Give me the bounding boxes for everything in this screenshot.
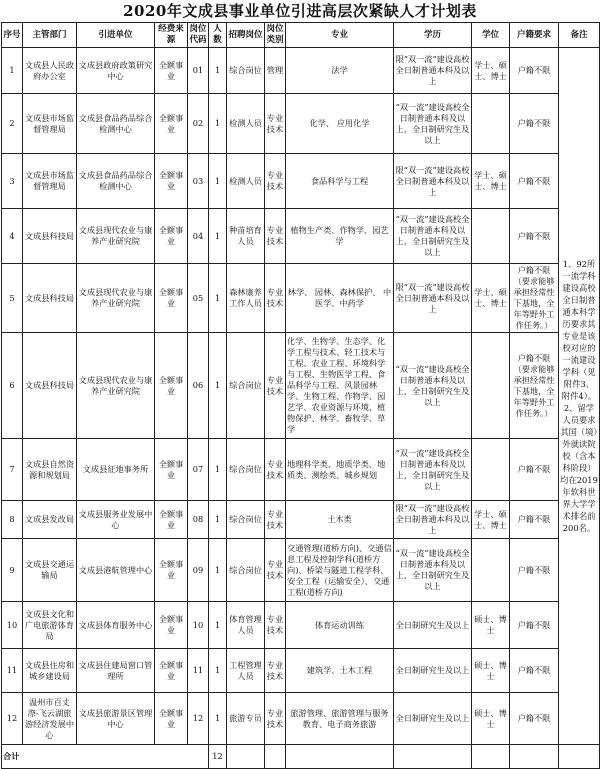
- type-cell: 专业技术: [265, 539, 286, 602]
- major-cell: 交通管理(道桥方向)、交通信息工程及控制学科(道桥方向)、桥梁与隧道工程学科、安全工程（运输安全）、交通工程(道桥方向): [286, 539, 394, 602]
- fund-cell: 全额事业: [155, 539, 188, 602]
- count-cell: 1: [209, 539, 227, 602]
- type-cell: 专业技术: [265, 602, 286, 649]
- page-title: 2020年文成县事业单位引进高层次紧缺人才计划表: [123, 2, 477, 20]
- count-cell: 1: [209, 649, 227, 693]
- post-cell: 检测人员: [227, 154, 265, 209]
- post-cell: 综合岗位: [227, 539, 265, 602]
- table-row: [2, 48, 600, 94]
- hukou-cell: 户籍不限: [510, 94, 559, 154]
- degree-cell: 学士、硕士、博士: [472, 154, 510, 209]
- total-label: 合计: [2, 745, 209, 769]
- unit-cell: 文成县住建局窗口管理所: [77, 649, 155, 693]
- fund-cell: 全额事业: [155, 333, 188, 439]
- header-cell: 学历: [394, 23, 472, 48]
- department-cell: 文成县市场监督管理局: [23, 154, 77, 209]
- education-cell: “双一流”建设高校全日制普通本科及以上，全日制研究生及以上: [394, 333, 472, 439]
- row-number: 11: [2, 649, 23, 693]
- fund-cell: 全额事业: [155, 693, 188, 745]
- table-row: [2, 333, 600, 439]
- code-cell: 04: [188, 209, 209, 264]
- fund-cell: 全额事业: [155, 264, 188, 333]
- degree-cell: [472, 439, 510, 501]
- major-cell: 旅游管理、旅游管理与服务教育、电子商务旅游: [286, 693, 394, 745]
- degree-cell: [472, 333, 510, 439]
- post-cell: 综合岗位: [227, 333, 265, 439]
- education-cell: 限“双一流”建设高校全日制普通本科及以上: [394, 154, 472, 209]
- education-cell: 限“双一流”建设高校全日制普通本科及以上: [394, 264, 472, 333]
- degree-cell: 学士、硕士、博士: [472, 48, 510, 94]
- degree-cell: 学士、硕士、博士: [472, 501, 510, 539]
- education-cell: 全日制研究生及以上: [394, 649, 472, 693]
- count-cell: 1: [209, 333, 227, 439]
- empty-cell: [559, 745, 600, 769]
- fund-cell: 全额事业: [155, 209, 188, 264]
- degree-cell: [472, 94, 510, 154]
- count-cell: 1: [209, 602, 227, 649]
- degree-cell: 硕士、博士: [472, 693, 510, 745]
- major-cell: 体育运动训练: [286, 602, 394, 649]
- empty-cell: [286, 745, 394, 769]
- post-cell: 综合岗位: [227, 501, 265, 539]
- fund-cell: 全额事业: [155, 439, 188, 501]
- recruitment-table: [1, 22, 600, 769]
- row-number: 6: [2, 333, 23, 439]
- unit-cell: 文成县旅游景区管理中心: [77, 693, 155, 745]
- code-cell: 02: [188, 94, 209, 154]
- major-cell: 化学、 应用化学: [286, 94, 394, 154]
- code-cell: 03: [188, 154, 209, 209]
- count-cell: 1: [209, 693, 227, 745]
- department-cell: 文成县住房和城乡建设局: [23, 649, 77, 693]
- row-number: 8: [2, 501, 23, 539]
- hukou-cell: 户籍不限: [510, 649, 559, 693]
- post-cell: 旅游专员: [227, 693, 265, 745]
- department-cell: 文成县自然资源和规划局: [23, 439, 77, 501]
- education-cell: 限“双一流”建设高校全日制普通本科及以上: [394, 501, 472, 539]
- code-cell: 07: [188, 439, 209, 501]
- post-cell: 种苗培育人员: [227, 209, 265, 264]
- table-row: [2, 264, 600, 333]
- empty-cell: [472, 745, 510, 769]
- header-cell: 岗位代码: [188, 23, 209, 48]
- type-cell: 专业技术: [265, 264, 286, 333]
- degree-cell: [472, 539, 510, 602]
- count-cell: 1: [209, 48, 227, 94]
- remarks-cell: 1、92所一流学科建设高校全日制普通本科学历要求其专业是该校对应的一流建设学科（见附件3、附件4）。2、留学人员要求其国（境）外就读院校（含本科阶段）均在2019年软科世界大学学术排名前200名。: [559, 48, 600, 745]
- header-cell: 引进单位: [77, 23, 155, 48]
- row-number: 4: [2, 209, 23, 264]
- department-cell: 文成县人民政府办公室: [23, 48, 77, 94]
- count-cell: 1: [209, 209, 227, 264]
- table-row: [2, 209, 600, 264]
- unit-cell: 文成县现代农业与康养产业研究院: [77, 333, 155, 439]
- table-row: [2, 154, 600, 209]
- type-cell: 专业技术: [265, 501, 286, 539]
- degree-cell: 硕士、博士: [472, 649, 510, 693]
- degree-cell: [472, 209, 510, 264]
- row-number: 9: [2, 539, 23, 602]
- post-cell: 工程管理人员: [227, 649, 265, 693]
- unit-cell: 文成县食品药品综合检测中心: [77, 94, 155, 154]
- table-row: [2, 649, 600, 693]
- count-cell: 1: [209, 439, 227, 501]
- major-cell: 法学: [286, 48, 394, 94]
- post-cell: 检测人员: [227, 94, 265, 154]
- department-cell: 温州市百丈漈-飞云湖旅游经济发展中心: [23, 693, 77, 745]
- department-cell: 文成县交通运输局: [23, 539, 77, 602]
- count-cell: 1: [209, 501, 227, 539]
- table-row: [2, 539, 600, 602]
- unit-cell: 文成县港航管理中心: [77, 539, 155, 602]
- type-cell: 专业技术: [265, 439, 286, 501]
- post-cell: 综合岗位: [227, 48, 265, 94]
- total-count: 12: [209, 745, 227, 769]
- type-cell: 专业技术: [265, 209, 286, 264]
- count-cell: 1: [209, 264, 227, 333]
- unit-cell: 文成县服务业发展中心: [77, 501, 155, 539]
- row-number: 1: [2, 48, 23, 94]
- code-cell: 01: [188, 48, 209, 94]
- hukou-cell: 户籍不限（要求能够承担经常性下基地，全年等野外工作任务。）: [510, 264, 559, 333]
- header-cell: 经费来源: [155, 23, 188, 48]
- table-row: [2, 693, 600, 745]
- major-cell: 化学、生物学、生态学、化学工程与技术、轻工技术与工程、农业工程、环境科学与工程、生物医学工程、食品科学与工程、风景园林学、生物工程、作物学、园艺学、农业资源与环境、植物保护、林学、畜牧学、草学: [286, 333, 394, 439]
- hukou-cell: 户籍不限: [510, 602, 559, 649]
- code-cell: 09: [188, 539, 209, 602]
- unit-cell: 文成县现代农业与康养产业研究院: [77, 209, 155, 264]
- header-cell: 主管部门: [23, 23, 77, 48]
- row-number: 5: [2, 264, 23, 333]
- header-cell: 专业: [286, 23, 394, 48]
- code-cell: 10: [188, 602, 209, 649]
- hukou-cell: 户籍不限: [510, 154, 559, 209]
- header-row: [2, 23, 600, 48]
- major-cell: 地理科学类、地质学类、地质类、测绘类、城乡规划: [286, 439, 394, 501]
- type-cell: 管理: [265, 48, 286, 94]
- department-cell: 文成县科技局: [23, 333, 77, 439]
- education-cell: “双一流”建设高校全日制普通本科及以上，全日制研究生及以上: [394, 209, 472, 264]
- header-cell: 学位: [472, 23, 510, 48]
- header-cell: 备注: [559, 23, 600, 48]
- row-number: 10: [2, 602, 23, 649]
- fund-cell: 全额事业: [155, 501, 188, 539]
- type-cell: 专业技术: [265, 649, 286, 693]
- hukou-cell: 户籍不限: [510, 539, 559, 602]
- major-cell: 食品科学与工程: [286, 154, 394, 209]
- table-row: [2, 602, 600, 649]
- department-cell: 文成县文化和广电旅游体育局: [23, 602, 77, 649]
- education-cell: 限“双一流”建设高校全日制普通本科及以上: [394, 48, 472, 94]
- post-cell: 体育管理人员: [227, 602, 265, 649]
- header-cell: 序号: [2, 23, 23, 48]
- empty-cell: [227, 745, 265, 769]
- fund-cell: 全额事业: [155, 48, 188, 94]
- type-cell: 专业技术: [265, 693, 286, 745]
- empty-cell: [394, 745, 472, 769]
- table-row: [2, 501, 600, 539]
- fund-cell: 全额事业: [155, 649, 188, 693]
- header-cell: 户籍要求: [510, 23, 559, 48]
- post-cell: 综合岗位: [227, 439, 265, 501]
- education-cell: “双一流”建设高校全日制普通本科及以上，全日制研究生及以上: [394, 94, 472, 154]
- degree-cell: 硕士、博士: [472, 602, 510, 649]
- row-number: 12: [2, 693, 23, 745]
- type-cell: 专业技术: [265, 154, 286, 209]
- major-cell: 植物生产类、作物学、园艺学: [286, 209, 394, 264]
- department-cell: 文成县市场监督管理局: [23, 94, 77, 154]
- hukou-cell: 户籍不限: [510, 439, 559, 501]
- hukou-cell: 户籍不限（要求能够承担经常性下基地，全年等野外工作任务。）: [510, 333, 559, 439]
- major-cell: 林学、 园林、森林保护、 中医学、中药学: [286, 264, 394, 333]
- major-cell: 建筑学、土木工程: [286, 649, 394, 693]
- empty-cell: [265, 745, 286, 769]
- degree-cell: 学士、硕士、博士: [472, 264, 510, 333]
- education-cell: “双一流”建设高校全日制普通本科及以上，全日制研究生及以上: [394, 439, 472, 501]
- unit-cell: 文成县征地事务所: [77, 439, 155, 501]
- hukou-cell: 户籍不限: [510, 209, 559, 264]
- post-cell: 森林康养工作人员: [227, 264, 265, 333]
- fund-cell: 全额事业: [155, 94, 188, 154]
- type-cell: 专业技术: [265, 94, 286, 154]
- code-cell: 08: [188, 501, 209, 539]
- hukou-cell: 户籍不限: [510, 693, 559, 745]
- count-cell: 1: [209, 154, 227, 209]
- unit-cell: 文成县现代农业与康养产业研究院: [77, 264, 155, 333]
- code-cell: 06: [188, 333, 209, 439]
- type-cell: 专业技术: [265, 333, 286, 439]
- row-number: 7: [2, 439, 23, 501]
- department-cell: 文成县科技局: [23, 264, 77, 333]
- table-row: [2, 94, 600, 154]
- fund-cell: 全额事业: [155, 154, 188, 209]
- code-cell: 05: [188, 264, 209, 333]
- unit-cell: 文成县政府政策研究中心: [77, 48, 155, 94]
- row-number: 3: [2, 154, 23, 209]
- unit-cell: 文成县体育服务中心: [77, 602, 155, 649]
- education-cell: 全日制研究生及以上: [394, 602, 472, 649]
- education-cell: “双一流”建设高校全日制普通本科及以上，全日制研究生及以上: [394, 539, 472, 602]
- code-cell: 11: [188, 649, 209, 693]
- header-cell: 岗位类别: [265, 23, 286, 48]
- hukou-cell: 户籍不限: [510, 48, 559, 94]
- major-cell: 土木类: [286, 501, 394, 539]
- header-cell: 招聘岗位: [227, 23, 265, 48]
- table-row: [2, 439, 600, 501]
- unit-cell: 文成县食品药品综合检测中心: [77, 154, 155, 209]
- fund-cell: 全额事业: [155, 602, 188, 649]
- department-cell: 文成县发改局: [23, 501, 77, 539]
- total-row: [2, 745, 600, 769]
- header-cell: 人数: [209, 23, 227, 48]
- department-cell: 文成县科技局: [23, 209, 77, 264]
- count-cell: 1: [209, 94, 227, 154]
- empty-cell: [510, 745, 559, 769]
- code-cell: 12: [188, 693, 209, 745]
- hukou-cell: 户籍不限: [510, 501, 559, 539]
- education-cell: 全日制研究生及以上: [394, 693, 472, 745]
- row-number: 2: [2, 94, 23, 154]
